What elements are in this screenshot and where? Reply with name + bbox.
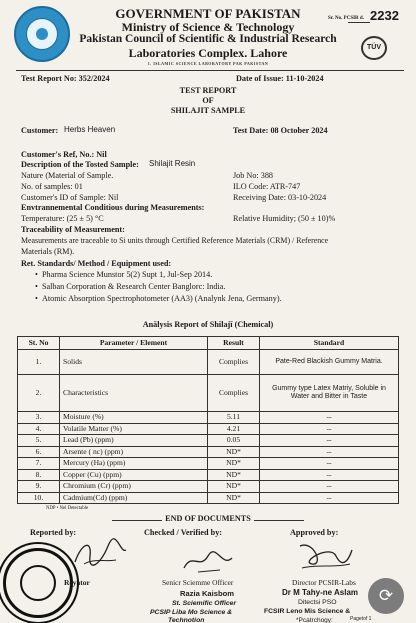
reporter-signature bbox=[70, 536, 130, 570]
job-number: Job No: 388 bbox=[233, 171, 274, 180]
page-reference: Pagetof 1 bbox=[350, 616, 372, 622]
table-row: 7. Mercury (Ha) (ppm) ND* -- bbox=[18, 458, 399, 470]
analysis-title: Anālysis Report of Shilajī (Chemical) bbox=[142, 320, 274, 329]
senior-officer-role: St. Sciemific Officer bbox=[172, 600, 237, 607]
standards-heading: Ret. Standards/ Method / Equipment used: bbox=[21, 259, 172, 268]
sample-nature: Nature (Material of Sample. bbox=[21, 171, 114, 180]
date-of-issue: Date of Issue: 11-10-2024 bbox=[236, 74, 324, 83]
senior-officer-org: PCSIP Liba Mo Science & bbox=[150, 609, 233, 616]
header-subline: 1. ISLAMIC SCIENCE LABORATORY PAK PAKISTAN bbox=[147, 61, 269, 66]
report-number: Test Report No: 352/2024 bbox=[21, 74, 110, 83]
test-date: Test Date: 08 October 2024 bbox=[233, 126, 328, 135]
government-title: GOVERNMENT OF PAKISTAN bbox=[115, 6, 301, 21]
approver-signature bbox=[294, 538, 356, 572]
council-title: Pakistan Council of Scientific & Industrial Research bbox=[79, 33, 337, 45]
director-title: Director PCSIR-Labs bbox=[292, 578, 356, 587]
results-table bbox=[17, 336, 399, 504]
table-row: 2. Characteristics Complies Gummy type Latex Matriy, Soluble in Water and Bitter in Taste bbox=[18, 375, 399, 412]
column-header: Standard bbox=[260, 337, 399, 350]
serial-label: Sr. No. PCSIR d. bbox=[328, 16, 364, 21]
standard-item: • Pharma Science Munstor 5(2) Supt 1, Jul-Sep 2014. bbox=[35, 270, 213, 279]
customer-label: Customer: bbox=[21, 126, 59, 135]
table-row: 1. Solids Complies Pate-Red Blackish Gummy Matria. bbox=[18, 350, 399, 375]
end-of-documents: END OF DOCUMENTS bbox=[165, 514, 251, 523]
table-footnote: NDP • Nel Detectable bbox=[46, 506, 89, 511]
table-row: 3. Moisture (%) 5.11 -- bbox=[18, 412, 399, 424]
table-row: 9. Chromium (Cr) (ppm) ND* -- bbox=[18, 481, 399, 493]
reporter-title: Reyator bbox=[64, 578, 90, 587]
relative-humidity: Relative Humidity; (50 ± 10)% bbox=[233, 214, 336, 223]
overlay-action-button[interactable]: ⟳ bbox=[368, 578, 404, 614]
column-header: St. No bbox=[18, 337, 60, 350]
tuv-certification-logo: TÜV bbox=[361, 36, 387, 60]
checked-by-label: Checked / Verified by: bbox=[144, 528, 223, 537]
report-title: TEST REPORT bbox=[179, 86, 237, 95]
checker-signature bbox=[178, 548, 238, 576]
ministry-title: Ministry of Science & Technology bbox=[121, 20, 295, 34]
serial-number: 2232 bbox=[370, 8, 399, 23]
traceability-text-2: Materials (RM). bbox=[21, 247, 75, 256]
standard-item: • Salban Corporation & Research Center Banglorc: India. bbox=[35, 282, 226, 291]
customer-ref: Customer's Ref, No.: Nil bbox=[21, 150, 107, 159]
table-row: 10. Cadmium(Cd) (ppm) ND* -- bbox=[18, 492, 399, 504]
senior-officer-org-2: Technotion bbox=[168, 617, 205, 623]
number-of-samples: No. of samples: 01 bbox=[21, 182, 83, 191]
receiving-date: Receiving Date: 03-10-2024 bbox=[233, 193, 327, 202]
director-role: Ditectsi PSO bbox=[298, 599, 337, 606]
table-row: 4. Volatile Matter (%) 4.21 -- bbox=[18, 423, 399, 435]
customer-value: Herbs Heaven bbox=[64, 125, 116, 134]
senior-officer-title: Senicr Sciemme Officer bbox=[162, 578, 234, 587]
director-org: FCSIR Leno Mis Science & bbox=[264, 608, 351, 615]
standard-item: • Atomic Absorption Spectrophotometer (AA3) (Analynk Jena, Germany). bbox=[35, 294, 282, 303]
traceability-text: Measurements are traceable to Si units through Certified Reference Materials (CRM) / Reference bbox=[21, 236, 329, 245]
traceability-heading: Traceability of Measurement: bbox=[21, 225, 125, 234]
director-name: Dr M Tahy-ne Aslam bbox=[282, 588, 359, 597]
sample-description-label: Description of the Tosted Sample: bbox=[21, 160, 139, 169]
approved-by-label: Approved by: bbox=[290, 528, 339, 537]
report-title-of: OF bbox=[202, 96, 214, 105]
environment-heading: Envtrannemental Conditious during Measurements: bbox=[21, 203, 205, 212]
reported-by-label: Reported by: bbox=[30, 528, 77, 537]
column-header: Result bbox=[208, 337, 260, 350]
temperature: Temperature: (25 ± 5) °C bbox=[21, 214, 104, 223]
ilo-code: ILO Code: ATR-747 bbox=[233, 182, 301, 191]
senior-officer-name: Razia Kaisbom bbox=[180, 589, 235, 598]
customer-sample-id: Customer's ID of Sample: Nil bbox=[21, 193, 119, 202]
table-row: 8. Copper (Cu) (ppm) ND* -- bbox=[18, 469, 399, 481]
report-subject: SHILAJIT SAMPLE bbox=[170, 106, 246, 115]
sample-description-value: Shilajit Resin bbox=[149, 159, 196, 168]
director-org-2: *Pcatrchogy: bbox=[296, 617, 333, 623]
column-header: Parameter / Element bbox=[60, 337, 208, 350]
table-row: 6. Arsente ( nc) (ppm) ND* -- bbox=[18, 446, 399, 458]
laboratories-title: Laboratories Complex. Lahore bbox=[128, 46, 288, 60]
table-row: 5. Lead (Pb) (ppm) 0.05 -- bbox=[18, 435, 399, 447]
header-divider bbox=[16, 70, 404, 71]
official-seal-stamp bbox=[3, 548, 73, 618]
table-header-row bbox=[18, 337, 399, 350]
